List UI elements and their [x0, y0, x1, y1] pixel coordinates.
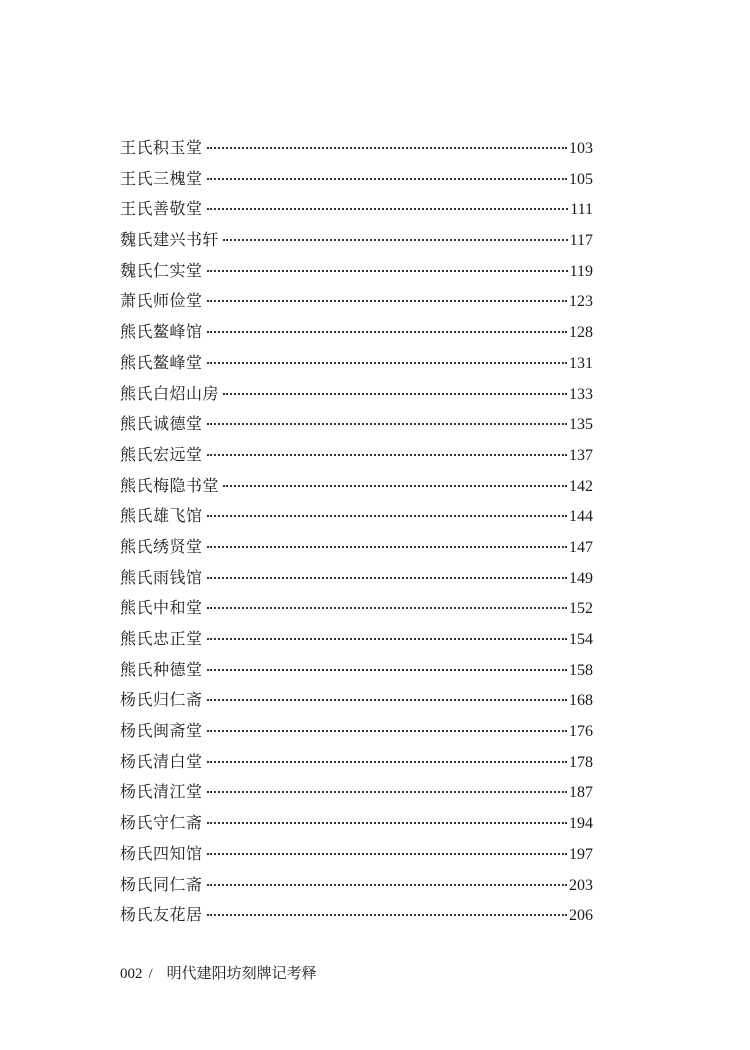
toc-entry-page: 206	[569, 907, 593, 925]
toc-entry-page: 137	[569, 446, 593, 464]
toc-entry-title: 杨氏清白堂	[120, 751, 203, 771]
toc-entry[interactable]	[120, 624, 593, 655]
footer-page-number: 002	[120, 966, 143, 982]
dot-leader	[207, 669, 567, 671]
toc-entry-title: 熊氏白炤山房	[120, 383, 220, 403]
toc-entry-page: 197	[569, 845, 593, 863]
toc-entry-page: 194	[569, 815, 593, 833]
toc-entry[interactable]	[120, 501, 593, 532]
table-of-contents	[120, 133, 593, 931]
toc-entry-page: 149	[569, 569, 593, 587]
toc-entry-page: 135	[569, 416, 593, 434]
toc-entry-title: 杨氏四知馆	[120, 843, 203, 863]
toc-entry[interactable]	[120, 777, 593, 808]
dot-leader	[207, 515, 567, 517]
toc-entry-page: 144	[569, 508, 593, 526]
toc-entry[interactable]	[120, 317, 593, 348]
toc-entry[interactable]	[120, 593, 593, 624]
toc-entry[interactable]	[120, 286, 593, 317]
toc-entry-page: 178	[569, 753, 593, 771]
dot-leader	[207, 638, 567, 640]
toc-entry[interactable]	[120, 133, 593, 164]
toc-entry-title: 熊氏绣贤堂	[120, 536, 203, 556]
toc-entry[interactable]	[120, 563, 593, 594]
toc-entry-page: 142	[569, 477, 593, 495]
dot-leader	[207, 730, 567, 732]
toc-entry[interactable]	[120, 379, 593, 410]
toc-entry[interactable]	[120, 348, 593, 379]
toc-entry-page: 128	[569, 324, 593, 342]
dot-leader	[207, 362, 567, 364]
toc-entry[interactable]	[120, 655, 593, 686]
dot-leader	[207, 423, 567, 425]
toc-entry[interactable]	[120, 900, 593, 931]
toc-entry[interactable]	[120, 716, 593, 747]
toc-entry-title: 杨氏闽斋堂	[120, 721, 203, 741]
toc-entry[interactable]	[120, 532, 593, 563]
toc-entry-page: 176	[569, 723, 593, 741]
toc-entry-title: 王氏三槐堂	[120, 168, 203, 188]
page-footer	[120, 962, 317, 983]
toc-entry-title: 魏氏仁实堂	[120, 260, 203, 280]
toc-entry-page: 103	[569, 140, 593, 157]
toc-entry-title: 杨氏守仁斋	[120, 813, 203, 833]
toc-entry-title: 魏氏建兴书轩	[120, 230, 220, 250]
toc-entry[interactable]	[120, 164, 593, 195]
footer-separator: /	[148, 966, 153, 982]
toc-entry-title: 熊氏种德堂	[120, 659, 203, 679]
dot-leader	[223, 393, 567, 395]
toc-entry-page: 158	[569, 661, 593, 679]
toc-entry-page: 203	[569, 876, 593, 894]
dot-leader	[207, 147, 567, 149]
toc-entry[interactable]	[120, 194, 593, 225]
toc-entry[interactable]	[120, 808, 593, 839]
toc-entry-page: 187	[569, 784, 593, 802]
toc-entry[interactable]	[120, 256, 593, 287]
toc-entry-title: 杨氏同仁斋	[120, 874, 203, 894]
toc-entry-title: 熊氏忠正堂	[120, 629, 203, 648]
toc-entry[interactable]	[120, 440, 593, 471]
toc-entry-page: 168	[569, 692, 593, 710]
dot-leader	[223, 485, 567, 487]
toc-entry[interactable]	[120, 839, 593, 870]
toc-entry-page: 111	[570, 201, 593, 219]
toc-entry-title: 熊氏雄飞馆	[120, 506, 203, 526]
dot-leader	[207, 454, 567, 456]
toc-entry-title: 熊氏鳌峰馆	[120, 322, 203, 342]
dot-leader	[223, 239, 568, 241]
toc-entry-page: 123	[569, 293, 593, 311]
toc-entry[interactable]	[120, 747, 593, 778]
footer-book-title: 明代建阳坊刻牌记考释	[166, 964, 317, 982]
dot-leader	[207, 791, 567, 793]
dot-leader	[207, 270, 568, 272]
dot-leader	[207, 884, 567, 886]
toc-entry-page: 152	[569, 600, 593, 618]
toc-entry[interactable]	[120, 685, 593, 716]
toc-entry-page: 131	[569, 354, 593, 372]
toc-entry-title: 萧氏师俭堂	[120, 291, 203, 311]
dot-leader	[207, 208, 569, 210]
toc-entry-title: 熊氏雨钱馆	[120, 567, 203, 587]
toc-entry[interactable]	[120, 870, 593, 901]
dot-leader	[207, 546, 567, 548]
toc-entry-title: 杨氏归仁斋	[120, 690, 203, 710]
toc-entry-page: 119	[569, 262, 593, 280]
toc-entry-title: 杨氏清江堂	[120, 782, 203, 802]
toc-entry-title: 王氏善敬堂	[120, 199, 203, 219]
toc-entry-title: 熊氏诚德堂	[120, 414, 203, 434]
toc-entry-title: 王氏积玉堂	[120, 138, 203, 157]
dot-leader	[207, 822, 567, 824]
dot-leader	[207, 577, 567, 579]
toc-entry-title: 熊氏鳌峰堂	[120, 352, 203, 372]
dot-leader	[207, 914, 567, 916]
toc-entry-page: 154	[569, 631, 593, 648]
toc-entry-title: 熊氏中和堂	[120, 598, 203, 618]
dot-leader	[207, 300, 567, 302]
toc-entry[interactable]	[120, 225, 593, 256]
dot-leader	[207, 761, 567, 763]
dot-leader	[207, 331, 567, 333]
toc-entry-page: 147	[569, 538, 593, 556]
toc-entry[interactable]	[120, 409, 593, 440]
toc-entry-page: 105	[569, 170, 593, 188]
toc-entry[interactable]	[120, 471, 593, 502]
dot-leader	[207, 699, 567, 701]
dot-leader	[207, 607, 567, 609]
toc-entry-page: 133	[569, 385, 593, 403]
toc-entry-title: 杨氏友花居	[120, 905, 203, 925]
dot-leader	[207, 853, 567, 855]
toc-entry-title: 熊氏宏远堂	[120, 444, 203, 464]
dot-leader	[207, 178, 567, 180]
toc-entry-page: 117	[569, 232, 593, 250]
toc-entry-title: 熊氏梅隐书堂	[120, 475, 220, 495]
